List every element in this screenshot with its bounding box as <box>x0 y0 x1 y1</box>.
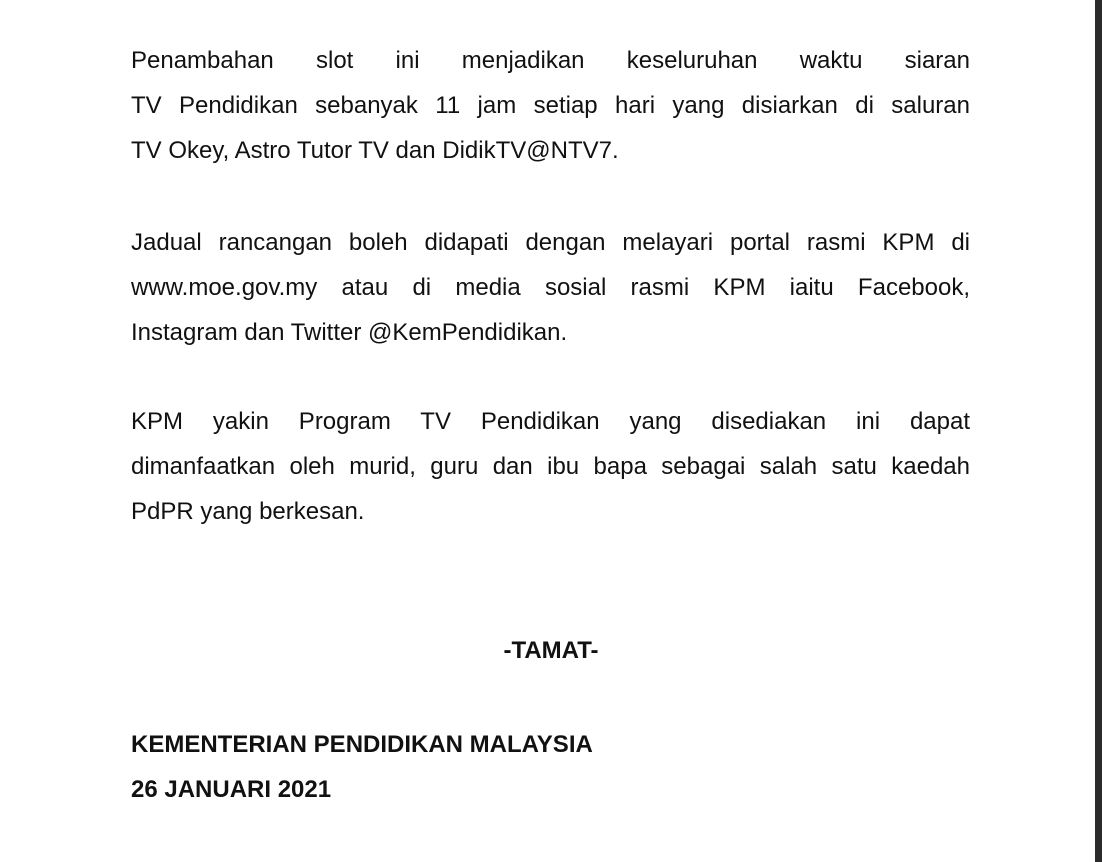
page-edge-border <box>1095 0 1102 862</box>
paragraph-line: PdPR yang berkesan. <box>131 498 365 525</box>
paragraph-line: dimanfaatkan oleh murid, guru dan ibu bapa sebagai salah satu kaedah <box>131 453 970 480</box>
issuing-organization: KEMENTERIAN PENDIDIKAN MALAYSIA <box>131 731 593 758</box>
paragraph-line: Penambahan slot ini menjadikan keseluruhan waktu siaran <box>131 47 970 74</box>
paragraph-line: Jadual rancangan boleh didapati dengan melayari portal rasmi KPM di <box>131 229 970 256</box>
paragraph-slot-addition <box>131 38 970 173</box>
paragraph-line: TV Okey, Astro Tutor TV dan DidikTV@NTV7. <box>131 137 619 164</box>
paragraph-line: KPM yakin Program TV Pendidikan yang disediakan ini dapat <box>131 408 970 435</box>
paragraph-line: Instagram dan Twitter @KemPendidikan. <box>131 319 568 346</box>
issue-date: 26 JANUARI 2021 <box>131 776 332 803</box>
paragraph-schedule-info <box>131 220 970 355</box>
paragraph-closing-statement <box>131 399 970 534</box>
paragraph-line: TV Pendidikan sebanyak 11 jam setiap hari yang disiarkan di saluran <box>131 92 970 119</box>
paragraph-line: www.moe.gov.my atau di media sosial rasmi KPM iaitu Facebook, <box>131 274 970 301</box>
end-mark: -TAMAT- <box>503 637 599 664</box>
